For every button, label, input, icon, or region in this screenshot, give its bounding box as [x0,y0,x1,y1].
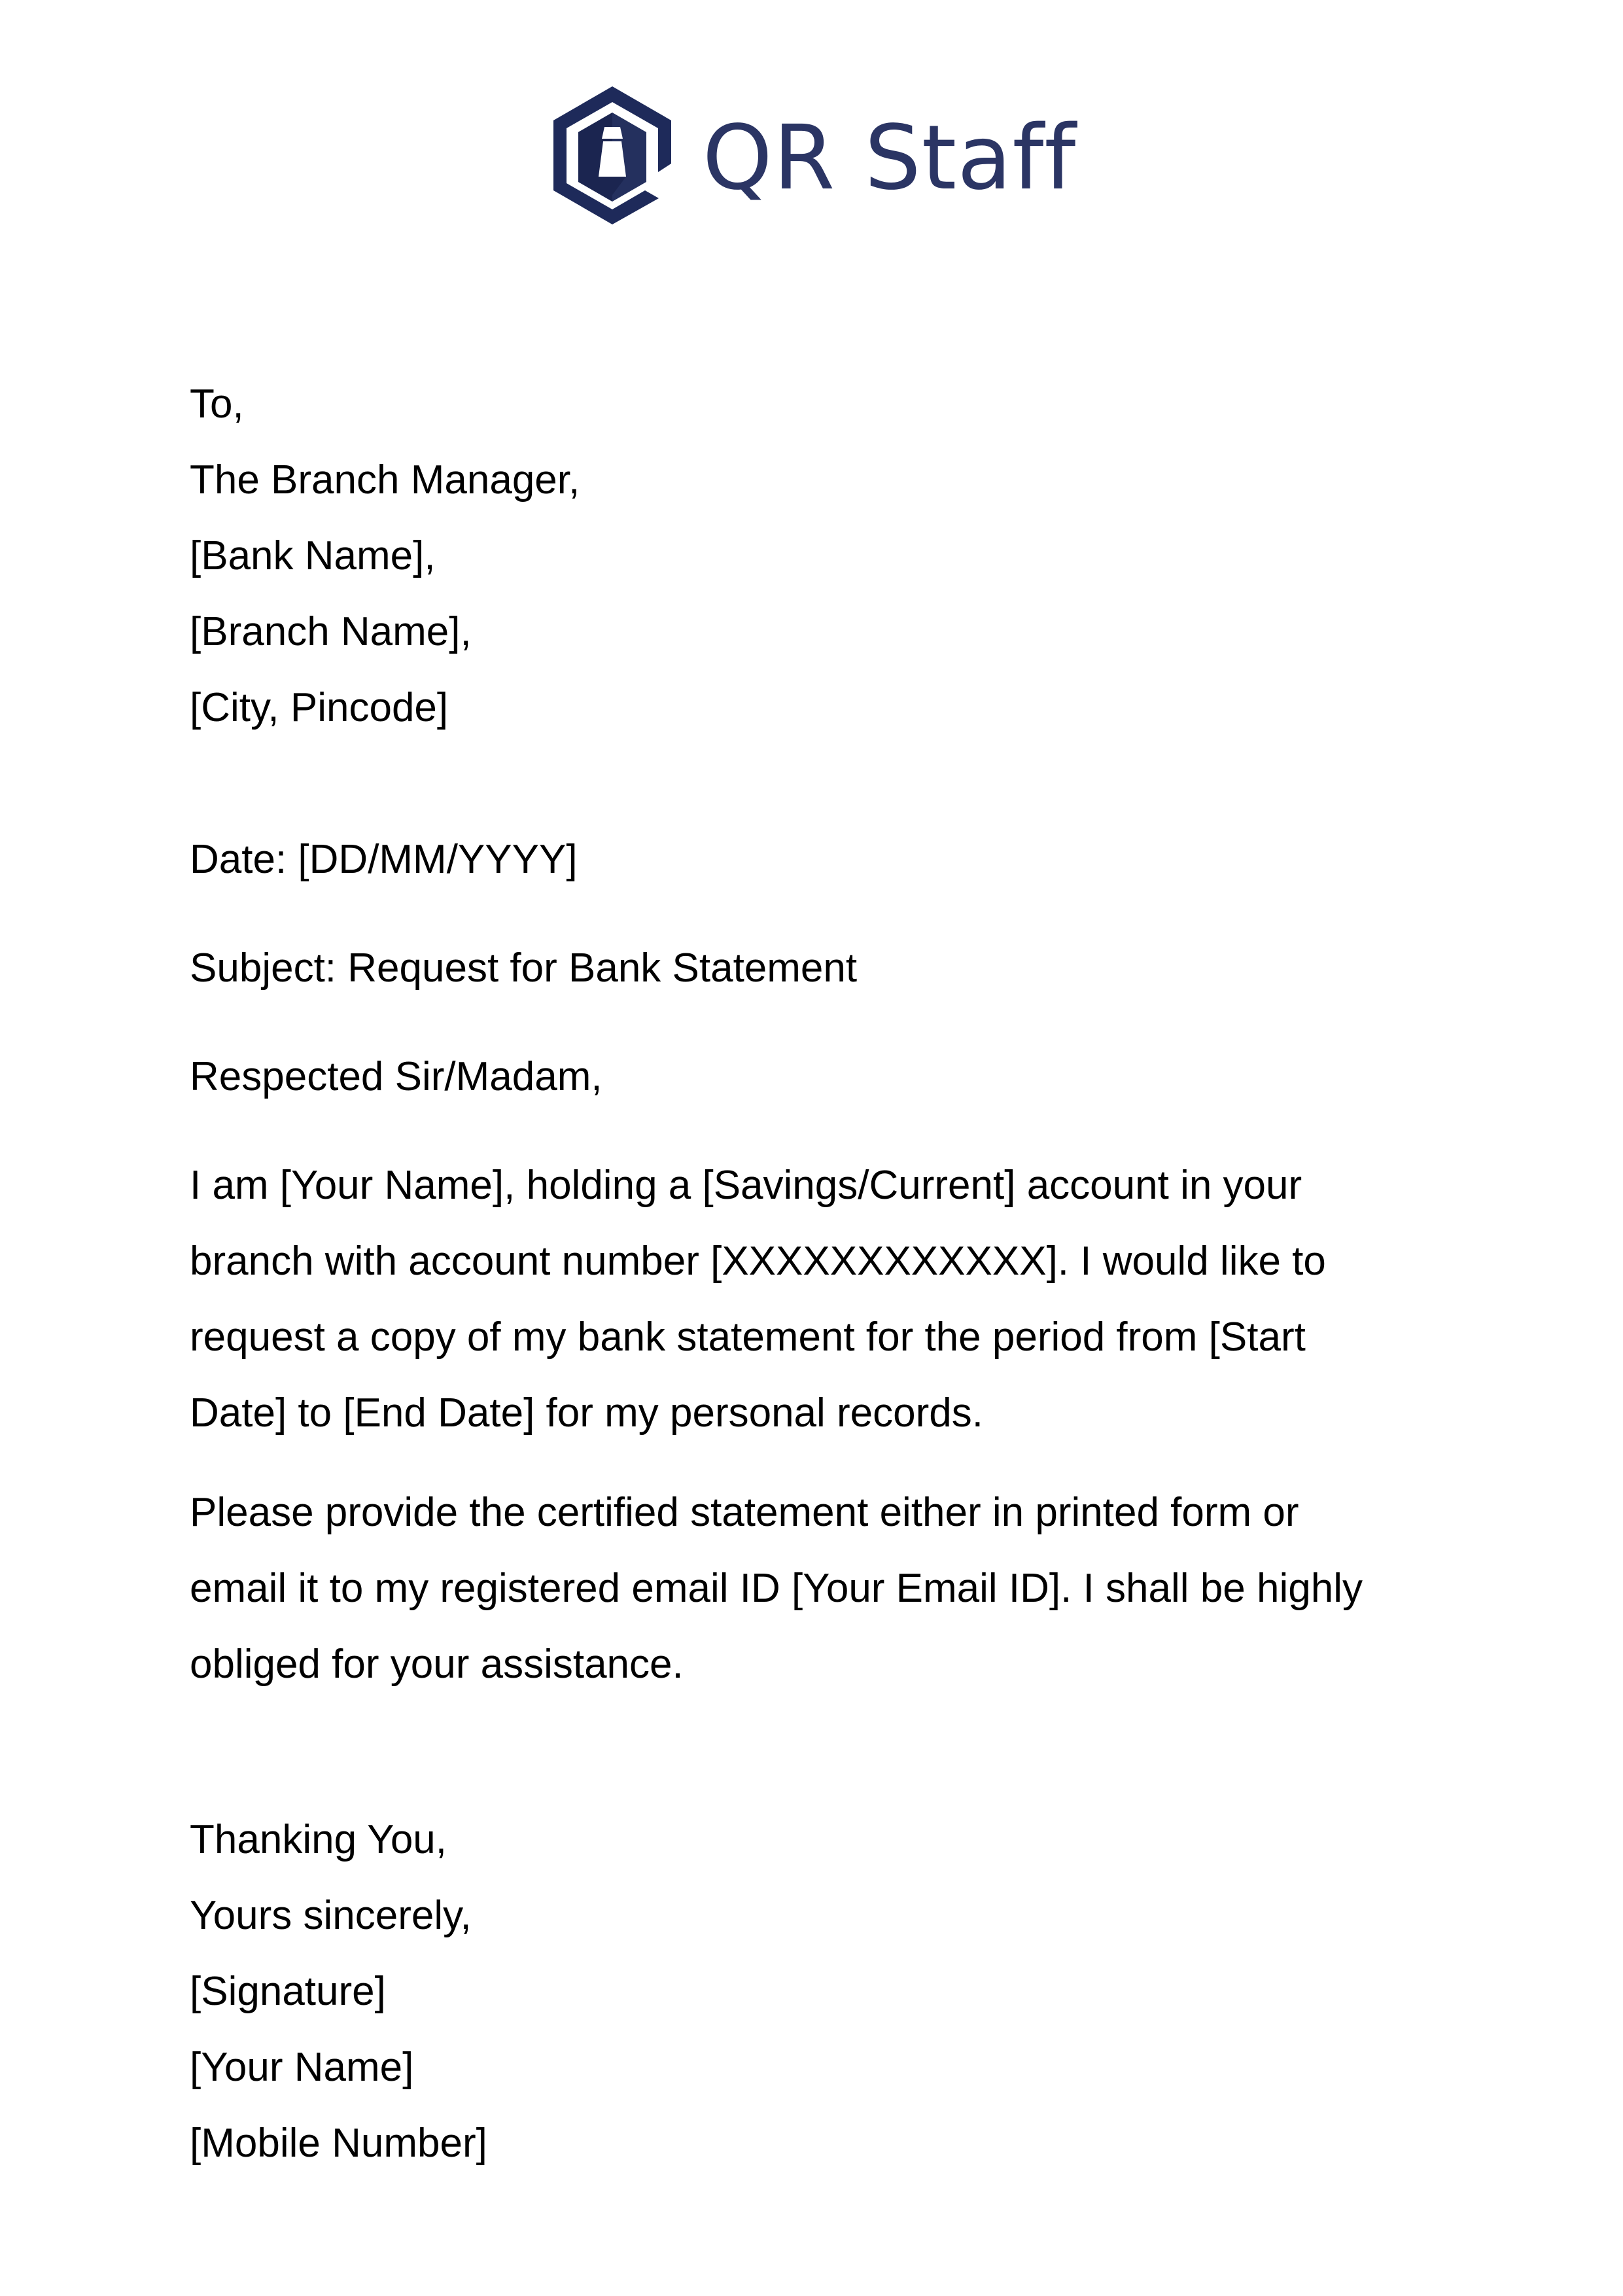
letter-paragraph-2: Please provide the certified statement either in printed form or email it to my registered email ID [Your Email ID]. I shall be highly obliged for your assistance. [190,1490,1363,1687]
letter-date: Date: [DD/MM/YYYY] [190,837,578,882]
letter-body [190,366,1403,2181]
letter-paragraph-1: I am [Your Name], holding a [Savings/Current] account in your branch with account number [XXXXXXXXXXXX]. I would like to request a copy of my bank statement for the period from [Start Date] to [End Date] for my personal records. [190,1163,1326,1436]
to-label: To, [190,381,244,427]
letterhead [0,85,1623,226]
closing-sign-off: Yours sincerely, [190,1893,472,1938]
recipient-branch-name: [Branch Name], [190,609,472,654]
recipient-address-block [190,366,1403,746]
closing-mobile-number: [Mobile Number] [190,2121,487,2166]
recipient-city-pincode: [City, Pincode] [190,685,449,730]
recipient-bank-name: [Bank Name], [190,533,436,578]
spacer-paragraph-gap [190,1451,1403,1475]
spacer-subject-salutation [190,1006,1403,1039]
closing-thanks: Thanking You, [190,1817,447,1862]
spacer-date-subject [190,898,1403,930]
spacer-body-closing [190,1703,1403,1802]
closing-sender-name: [Your Name] [190,2045,414,2090]
letter-salutation: Respected Sir/Madam, [190,1054,602,1099]
closing-signature-placeholder: [Signature] [190,1969,386,2014]
letter-closing-block [190,1802,1403,2181]
recipient-designation: The Branch Manager, [190,457,580,503]
spacer-address-date [190,746,1403,822]
hexagon-necktie-logo-icon [547,85,678,226]
brand-wordmark: QR Staff [702,106,1077,210]
spacer-salutation-body [190,1115,1403,1148]
letter-subject: Subject: Request for Bank Statement [190,945,858,991]
